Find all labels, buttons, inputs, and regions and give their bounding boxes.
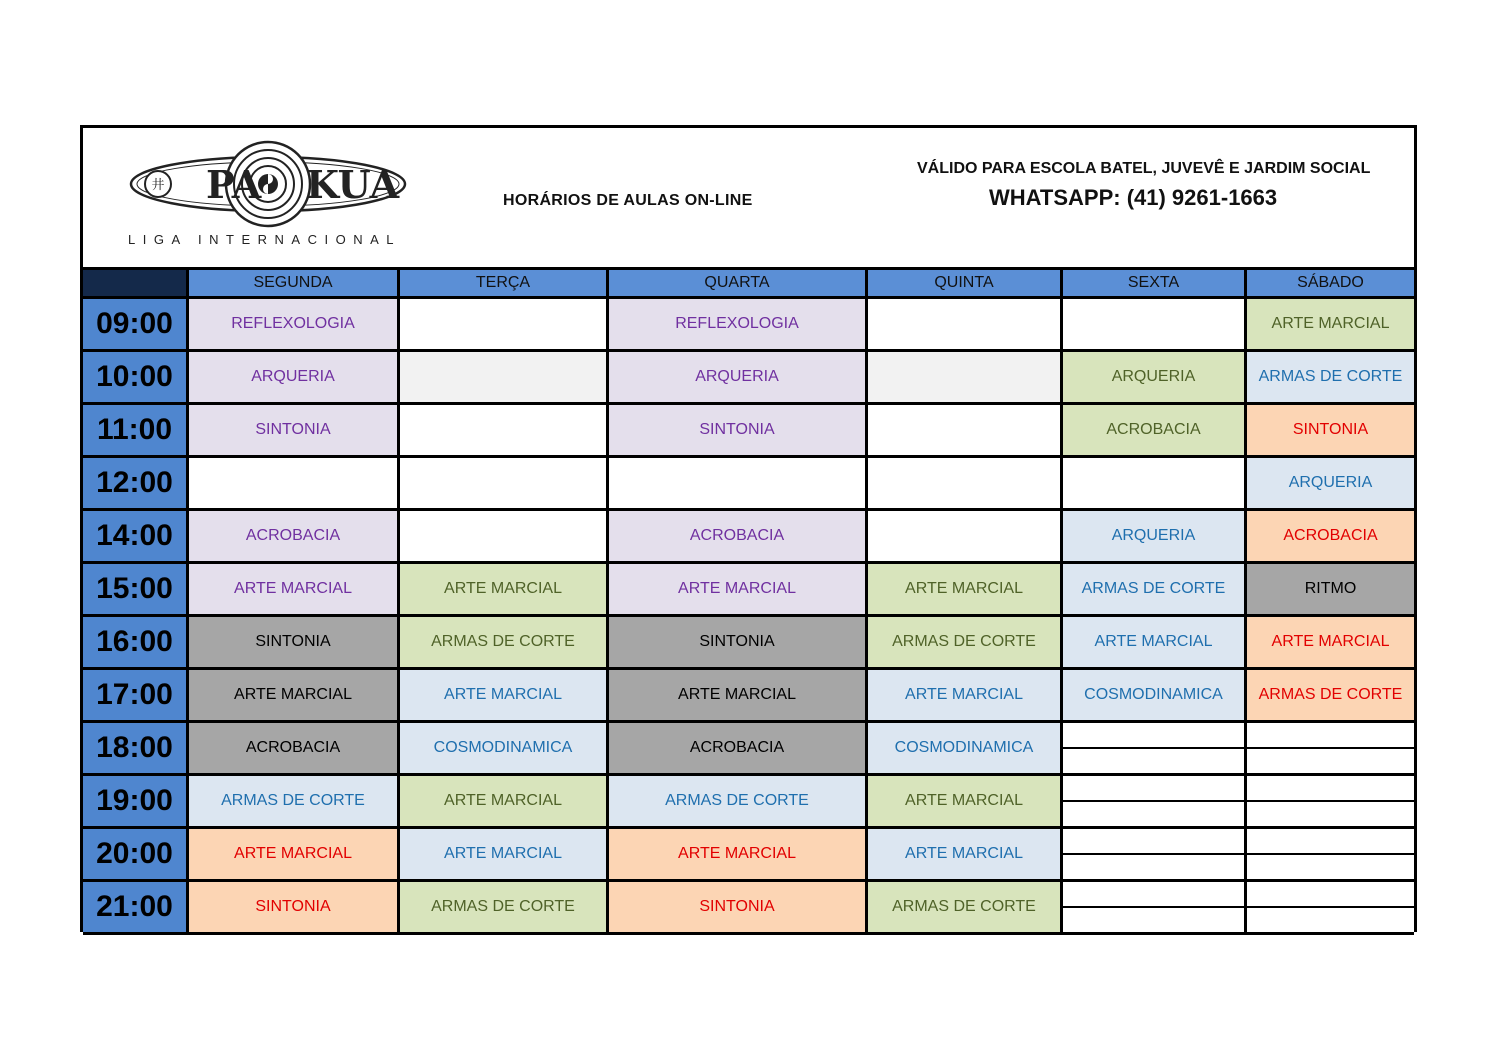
time-row (83, 670, 1414, 723)
logo-subtitle: LIGA INTERNACIONAL (128, 232, 401, 247)
day-header: SÁBADO (1247, 270, 1414, 299)
empty-cell (189, 458, 400, 511)
empty-cell (400, 352, 609, 405)
class-cell: SINTONIA (189, 882, 400, 935)
class-cell: ARMAS DE CORTE (1247, 352, 1414, 405)
pakua-emblem-icon (128, 140, 418, 230)
time-slot-label: 19:00 (83, 776, 189, 829)
class-cell: ARTE MARCIAL (1247, 299, 1414, 352)
class-cell: RITMO (1247, 564, 1414, 617)
empty-cell (1247, 723, 1414, 776)
class-cell: ARQUERIA (189, 352, 400, 405)
time-slot-label: 20:00 (83, 829, 189, 882)
day-header-row (83, 270, 1414, 299)
class-cell: ARMAS DE CORTE (609, 776, 868, 829)
svg-text:井: 井 (151, 178, 165, 193)
empty-cell (868, 511, 1063, 564)
time-row (83, 511, 1414, 564)
time-slot-label: 18:00 (83, 723, 189, 776)
empty-half-cell (1063, 855, 1244, 879)
class-cell: ARMAS DE CORTE (1063, 564, 1247, 617)
schedule-grid (83, 267, 1414, 932)
empty-half-cell (1247, 908, 1414, 932)
class-cell: ARMAS DE CORTE (1247, 670, 1414, 723)
class-cell: ARTE MARCIAL (868, 776, 1063, 829)
class-cell: COSMODINAMICA (400, 723, 609, 776)
empty-half-cell (1063, 802, 1244, 826)
empty-half-cell (1063, 829, 1244, 855)
class-cell: REFLEXOLOGIA (189, 299, 400, 352)
class-cell: ACROBACIA (189, 723, 400, 776)
empty-half-cell (1247, 723, 1414, 749)
class-cell: ARTE MARCIAL (400, 564, 609, 617)
time-row (83, 723, 1414, 776)
class-cell: SINTONIA (609, 617, 868, 670)
time-row (83, 776, 1414, 829)
class-cell: ARQUERIA (609, 352, 868, 405)
empty-half-cell (1247, 776, 1414, 802)
logo-text-left: PA (206, 162, 262, 207)
header-corner (83, 270, 189, 299)
pakua-logo (128, 140, 418, 250)
empty-cell (868, 352, 1063, 405)
class-cell: SINTONIA (609, 405, 868, 458)
class-cell: ARTE MARCIAL (189, 829, 400, 882)
time-slot-label: 10:00 (83, 352, 189, 405)
class-cell: ARQUERIA (1063, 352, 1247, 405)
empty-cell (400, 458, 609, 511)
empty-half-cell (1247, 802, 1414, 826)
time-slot-label: 14:00 (83, 511, 189, 564)
time-slot-label: 11:00 (83, 405, 189, 458)
class-cell: SINTONIA (1247, 405, 1414, 458)
class-cell: ARTE MARCIAL (868, 564, 1063, 617)
empty-half-cell (1247, 882, 1414, 908)
schedule-sheet (80, 125, 1417, 932)
schedule-title: HORÁRIOS DE AULAS ON-LINE (503, 192, 753, 209)
empty-cell (868, 299, 1063, 352)
empty-cell (868, 458, 1063, 511)
class-cell: ARTE MARCIAL (1063, 617, 1247, 670)
time-slot-label: 17:00 (83, 670, 189, 723)
time-row (83, 405, 1414, 458)
empty-half-cell (1063, 749, 1244, 773)
class-cell: SINTONIA (189, 617, 400, 670)
whatsapp-contact: WHATSAPP: (41) 9261-1663 (989, 185, 1278, 210)
empty-cell (1063, 882, 1247, 935)
class-cell: ARMAS DE CORTE (868, 882, 1063, 935)
class-cell: ARTE MARCIAL (868, 670, 1063, 723)
class-cell: ARTE MARCIAL (189, 564, 400, 617)
empty-cell (1063, 299, 1247, 352)
class-cell: ARTE MARCIAL (609, 670, 868, 723)
empty-cell (1247, 829, 1414, 882)
class-cell: ACROBACIA (189, 511, 400, 564)
valid-schools-text: VÁLIDO PARA ESCOLA BATEL, JUVEVÊ E JARDIM SOCIAL (917, 160, 1371, 177)
day-header: SEXTA (1063, 270, 1247, 299)
time-slot-label: 15:00 (83, 564, 189, 617)
class-cell: ARTE MARCIAL (1247, 617, 1414, 670)
class-cell: ARTE MARCIAL (868, 829, 1063, 882)
time-slot-label: 16:00 (83, 617, 189, 670)
class-cell: COSMODINAMICA (868, 723, 1063, 776)
class-cell: ARTE MARCIAL (609, 564, 868, 617)
time-row (83, 352, 1414, 405)
empty-cell (1063, 723, 1247, 776)
empty-cell (868, 405, 1063, 458)
empty-half-cell (1063, 776, 1244, 802)
time-slot-label: 21:00 (83, 882, 189, 935)
empty-cell (1063, 776, 1247, 829)
empty-half-cell (1247, 829, 1414, 855)
class-cell: ARQUERIA (1247, 458, 1414, 511)
empty-half-cell (1063, 908, 1244, 932)
empty-cell (400, 511, 609, 564)
class-cell: ARTE MARCIAL (400, 776, 609, 829)
time-row (83, 564, 1414, 617)
class-cell: SINTONIA (609, 882, 868, 935)
class-cell: ARMAS DE CORTE (400, 882, 609, 935)
time-row (83, 882, 1414, 935)
empty-half-cell (1063, 723, 1244, 749)
class-cell: ARTE MARCIAL (400, 829, 609, 882)
class-cell: ACROBACIA (1247, 511, 1414, 564)
empty-half-cell (1063, 882, 1244, 908)
header (83, 128, 1414, 267)
time-row (83, 458, 1414, 511)
class-cell: REFLEXOLOGIA (609, 299, 868, 352)
class-cell: ARMAS DE CORTE (868, 617, 1063, 670)
class-cell: ACROBACIA (609, 511, 868, 564)
empty-cell (1247, 776, 1414, 829)
day-header: QUINTA (868, 270, 1063, 299)
empty-cell (1063, 829, 1247, 882)
class-cell: ACROBACIA (609, 723, 868, 776)
class-cell: ACROBACIA (1063, 405, 1247, 458)
day-header: SEGUNDA (189, 270, 400, 299)
day-header: QUARTA (609, 270, 868, 299)
class-cell: ARMAS DE CORTE (400, 617, 609, 670)
class-cell: SINTONIA (189, 405, 400, 458)
class-cell: ARTE MARCIAL (189, 670, 400, 723)
time-row (83, 299, 1414, 352)
time-slot-label: 12:00 (83, 458, 189, 511)
empty-cell (609, 458, 868, 511)
class-cell: COSMODINAMICA (1063, 670, 1247, 723)
empty-cell (1063, 458, 1247, 511)
empty-half-cell (1247, 749, 1414, 773)
class-cell: ARTE MARCIAL (609, 829, 868, 882)
empty-cell (1247, 882, 1414, 935)
class-cell: ARQUERIA (1063, 511, 1247, 564)
empty-cell (400, 299, 609, 352)
time-row (83, 829, 1414, 882)
class-cell: ARMAS DE CORTE (189, 776, 400, 829)
empty-half-cell (1247, 855, 1414, 879)
day-header: TERÇA (400, 270, 609, 299)
logo-text-right: KUA (306, 162, 400, 207)
time-row (83, 617, 1414, 670)
class-cell: ARTE MARCIAL (400, 670, 609, 723)
empty-cell (400, 405, 609, 458)
time-slot-label: 09:00 (83, 299, 189, 352)
